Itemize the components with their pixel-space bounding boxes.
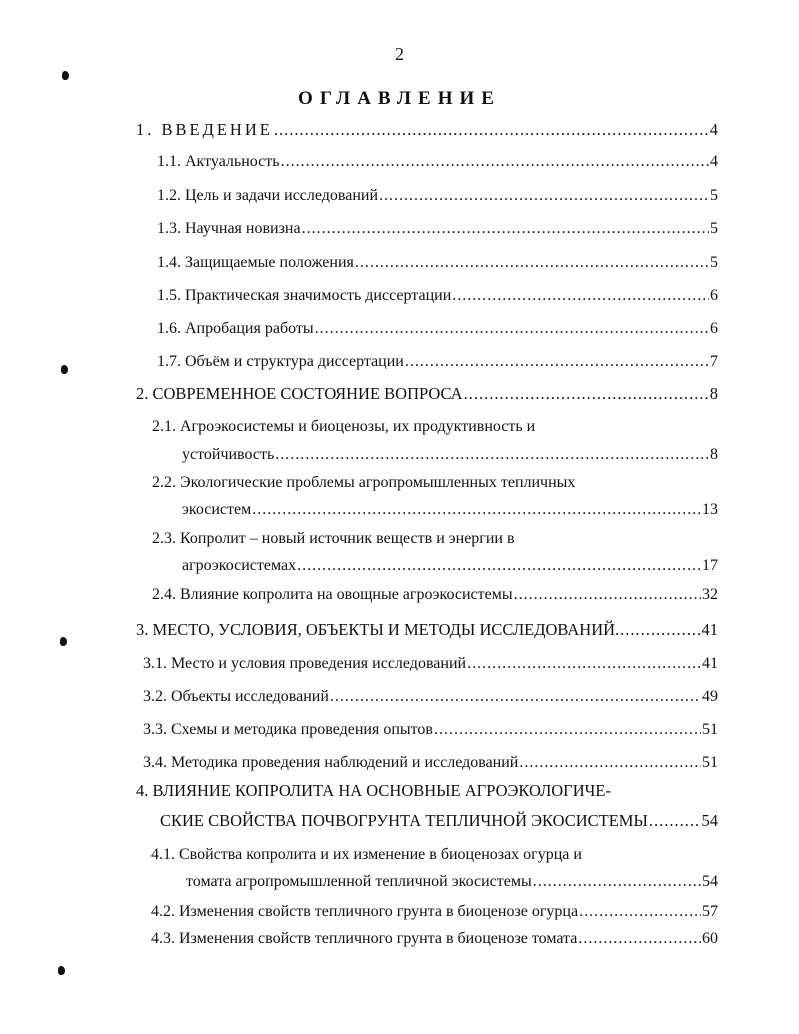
toc-entry[interactable] bbox=[182, 556, 718, 576]
toc-entry-page: 32 bbox=[702, 586, 718, 603]
toc-entry[interactable] bbox=[157, 186, 718, 206]
toc-leader bbox=[252, 500, 701, 520]
toc-entry[interactable] bbox=[157, 352, 718, 372]
toc-entry-page: 4 bbox=[710, 153, 718, 170]
toc-leader bbox=[649, 811, 701, 831]
toc-leader bbox=[281, 152, 709, 172]
toc-entry-page: 17 bbox=[702, 557, 718, 574]
toc-entry[interactable] bbox=[143, 687, 718, 707]
toc-entry-title-cont: агроэкосистемах bbox=[182, 557, 297, 574]
toc-entry-page: 5 bbox=[710, 220, 718, 237]
toc-entry-line1[interactable] bbox=[152, 529, 515, 549]
toc-entry-page: 51 bbox=[702, 754, 718, 771]
toc-leader bbox=[464, 384, 709, 404]
toc-entry-title: 2. СОВРЕМЕННОЕ СОСТОЯНИЕ ВОПРОСА bbox=[136, 384, 463, 403]
toc-entry-page: 41 bbox=[701, 620, 718, 639]
toc-entry-title: 3.1. Место и условия проведения исследований bbox=[143, 655, 467, 672]
toc-entry-title: 2.1. Агроэкосистемы и биоценозы, их продуктивность и bbox=[152, 418, 536, 435]
toc-entry-page: 4 bbox=[709, 120, 718, 139]
toc-entry-title: 1.2. Цель и задачи исследований bbox=[157, 187, 379, 204]
toc-entry-title: 4.1. Свойства копролита и их изменение в биоценозах огурца и bbox=[151, 846, 582, 863]
toc-entry-title-cont: СКИЕ СВОЙСТВА ПОЧВОГРУНТА ТЕПЛИЧНОЙ ЭКОСИСТЕМЫ bbox=[160, 811, 648, 830]
toc-entry-title: 4.2. Изменения свойств тепличного грунта в биоценозе огурца bbox=[151, 903, 579, 920]
toc-leader bbox=[452, 286, 709, 306]
toc-entry-title: 2.4. Влияние копролита на овощные агроэкосистемы bbox=[152, 586, 513, 603]
toc-entry[interactable] bbox=[157, 152, 718, 172]
toc-entry-title: 4. ВЛИЯНИЕ КОПРОЛИТА НА ОСНОВНЫЕ АГРОЭКОЛОГИЧЕ- bbox=[136, 781, 611, 800]
toc-entry-title: 1.1. Актуальность bbox=[157, 153, 280, 170]
toc-entry[interactable] bbox=[152, 585, 718, 605]
toc-leader bbox=[274, 120, 709, 140]
toc-entry[interactable] bbox=[151, 929, 718, 949]
toc-entry[interactable] bbox=[136, 120, 718, 140]
toc-entry-title: 1.6. Апробация работы bbox=[157, 320, 314, 337]
toc-entry-line1[interactable] bbox=[136, 781, 611, 801]
toc-entry-page: 54 bbox=[702, 873, 718, 890]
toc-leader bbox=[514, 585, 701, 605]
toc-entry[interactable] bbox=[136, 620, 718, 640]
toc-entry-page: 13 bbox=[702, 501, 718, 518]
toc-entry-page: 6 bbox=[710, 320, 718, 337]
toc-entry-page: 54 bbox=[701, 811, 718, 830]
toc-entry[interactable] bbox=[157, 219, 718, 239]
toc-entry[interactable] bbox=[157, 319, 718, 339]
toc-leader bbox=[379, 186, 709, 206]
toc-leader bbox=[297, 556, 701, 576]
toc-entry[interactable] bbox=[143, 753, 718, 773]
toc-entry-page: 49 bbox=[702, 688, 718, 705]
toc-entry-title: 1.7. Объём и структура диссертации bbox=[157, 353, 404, 370]
toc-entry[interactable] bbox=[136, 384, 718, 404]
toc-leader bbox=[275, 445, 709, 465]
toc-entry-page: 5 bbox=[710, 254, 718, 271]
toc-entry[interactable] bbox=[143, 720, 718, 740]
toc-entry[interactable] bbox=[157, 286, 718, 306]
toc-leader bbox=[315, 319, 709, 339]
toc-leader bbox=[330, 687, 701, 707]
toc-entry-title-cont: экосистем bbox=[182, 501, 252, 518]
toc-entry-title: 3.4. Методика проведения наблюдений и исследований bbox=[143, 754, 519, 771]
toc-entry-page: 5 bbox=[710, 187, 718, 204]
toc-leader bbox=[578, 929, 701, 949]
toc-leader bbox=[405, 352, 709, 372]
toc-leader bbox=[620, 620, 700, 640]
toc-leader bbox=[302, 219, 709, 239]
toc-entry-page: 51 bbox=[702, 721, 718, 738]
toc-entry-title: 2.2. Экологические проблемы агропромышленных тепличных bbox=[152, 474, 576, 491]
toc-entry-page: 8 bbox=[710, 446, 718, 463]
toc-entry[interactable] bbox=[182, 445, 718, 465]
toc-entry-line1[interactable] bbox=[151, 845, 582, 865]
toc-entry[interactable] bbox=[186, 872, 718, 892]
toc-leader bbox=[533, 872, 701, 892]
toc-entry[interactable] bbox=[157, 253, 718, 273]
toc-entry-title: 3.3. Схемы и методика проведения опытов bbox=[143, 721, 433, 738]
toc-leader bbox=[519, 753, 701, 773]
toc-entry[interactable] bbox=[151, 902, 718, 922]
toc-entry-title: 1. ВВЕДЕНИЕ bbox=[136, 120, 273, 139]
toc-leader bbox=[355, 253, 709, 273]
toc-entry[interactable] bbox=[182, 500, 718, 520]
toc-entry-title: 3.2. Объекты исследований bbox=[143, 688, 329, 705]
toc-entry[interactable] bbox=[143, 654, 718, 674]
toc-leader bbox=[579, 902, 701, 922]
toc-entry-title: 3. МЕСТО, УСЛОВИЯ, ОБЪЕКТЫ И МЕТОДЫ ИССЛЕДОВАНИЙ. bbox=[136, 620, 620, 639]
toc-leader bbox=[467, 654, 701, 674]
toc-entry-page: 57 bbox=[702, 903, 718, 920]
toc-entry-page: 8 bbox=[709, 384, 718, 403]
toc-entry-page: 41 bbox=[702, 655, 718, 672]
toc-entry-title: 1.4. Защищаемые положения bbox=[157, 254, 354, 271]
page-number: 2 bbox=[395, 44, 404, 64]
toc-entry-page: 60 bbox=[702, 930, 718, 947]
toc-entry-line1[interactable] bbox=[152, 417, 535, 437]
toc-leader bbox=[434, 720, 701, 740]
toc-entry-page: 7 bbox=[710, 353, 718, 370]
toc-entry-title-cont: томата агропромышленной тепличной экосистемы bbox=[186, 873, 532, 890]
toc-entry-title: 1.3. Научная новизна bbox=[157, 220, 301, 237]
toc-entry-title: 2.3. Копролит – новый источник веществ и энергии в bbox=[152, 530, 515, 547]
toc-entry-title-cont: устойчивость bbox=[182, 446, 275, 463]
toc-entry[interactable] bbox=[160, 811, 718, 831]
toc-entry-line1[interactable] bbox=[152, 473, 575, 493]
toc-title: ОГЛАВЛЕНИЕ bbox=[298, 88, 501, 109]
toc-entry-title: 1.5. Практическая значимость диссертации bbox=[157, 287, 452, 304]
toc-entry-page: 6 bbox=[710, 287, 718, 304]
toc-entry-title: 4.3. Изменения свойств тепличного грунта в биоценозе томата bbox=[151, 930, 578, 947]
